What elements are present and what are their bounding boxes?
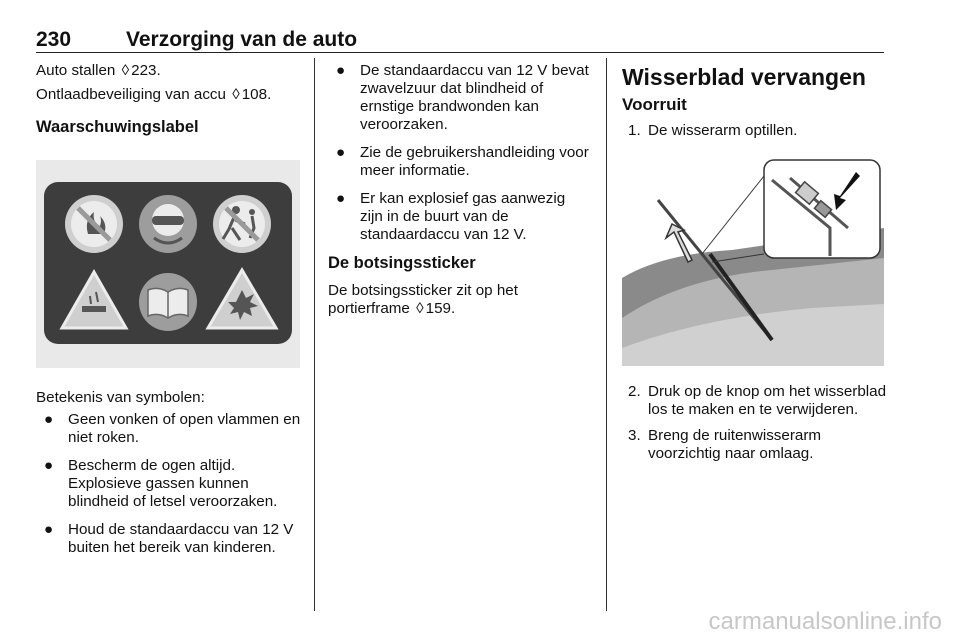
read-manual-icon	[139, 273, 197, 331]
list-item: ● Er kan explosief gas aanwezig zijn in de buurt van de standaardaccu van 12 V.	[336, 190, 566, 243]
battery-warning-label-image	[36, 160, 300, 368]
symbols-intro: Betekenis van symbolen:	[36, 389, 205, 406]
cross-reference[interactable]: Ontlaadbeveiliging van accu ◊ 108.	[36, 86, 272, 103]
page-header	[36, 22, 884, 53]
column-left	[36, 62, 302, 567]
page-ref-icon: ◊	[121, 62, 130, 79]
page-ref-icon: ◊	[232, 86, 240, 103]
wiper-arm-illustration	[622, 158, 884, 366]
bullet-icon: ●	[336, 190, 346, 207]
eye-protection-icon	[139, 195, 197, 253]
page-number: 230	[36, 28, 72, 51]
bullet-icon: ●	[44, 457, 54, 474]
warning-list	[328, 62, 592, 244]
bullet-icon: ●	[44, 411, 54, 428]
bullet-icon: ●	[336, 62, 346, 79]
keep-children-away-icon	[213, 195, 271, 253]
steps-list	[622, 383, 888, 463]
list-item: ● Bescherm de ogen altijd. Explosieve gassen kunnen blindheid of letsel veroorzaken.	[44, 457, 278, 510]
section-heading: Waarschuwingslabel	[36, 118, 199, 136]
chapter-title: Verzorging van de auto	[126, 28, 358, 51]
symbol-list	[36, 411, 302, 557]
cross-reference[interactable]: Auto stallen ◊ 223.	[36, 62, 161, 79]
section-title: Wisserblad vervangen	[622, 64, 866, 90]
column-divider	[314, 58, 315, 611]
steps-list	[622, 122, 888, 140]
column-right	[622, 62, 888, 471]
list-item: 2. Druk op de knop om het wisserblad los te maken en te verwijderen.	[628, 383, 887, 418]
watermark: carmanualsonline.info	[708, 608, 942, 635]
cross-reference[interactable]: De botsingssticker zit op het portierframe ◊ 159.	[328, 282, 518, 317]
list-item: ● Houd de standaardaccu van 12 V buiten het bereik van kinderen.	[44, 521, 294, 556]
list-item: ● Geen vonken of open vlammen en niet roken.	[44, 411, 301, 446]
bullet-icon: ●	[336, 144, 346, 161]
column-divider	[606, 58, 607, 611]
list-item: ● De standaardaccu van 12 V bevat zwavelzuur dat blindheid of ernstige brandwonden kan veroorzaken.	[336, 62, 589, 133]
bullet-icon: ●	[44, 521, 54, 538]
section-heading: De botsingssticker	[328, 254, 476, 272]
list-item: 1. De wisserarm optillen.	[628, 122, 798, 139]
column-middle	[328, 62, 592, 318]
subheading: Voorruit	[622, 95, 687, 114]
list-item: ● Zie de gebruikershandleiding voor meer informatie.	[336, 144, 589, 179]
no-fire-icon	[65, 195, 123, 253]
list-item: 3. Breng de ruitenwisserarm voorzichtig naar omlaag.	[628, 427, 822, 462]
page-ref-icon: ◊	[416, 300, 424, 317]
